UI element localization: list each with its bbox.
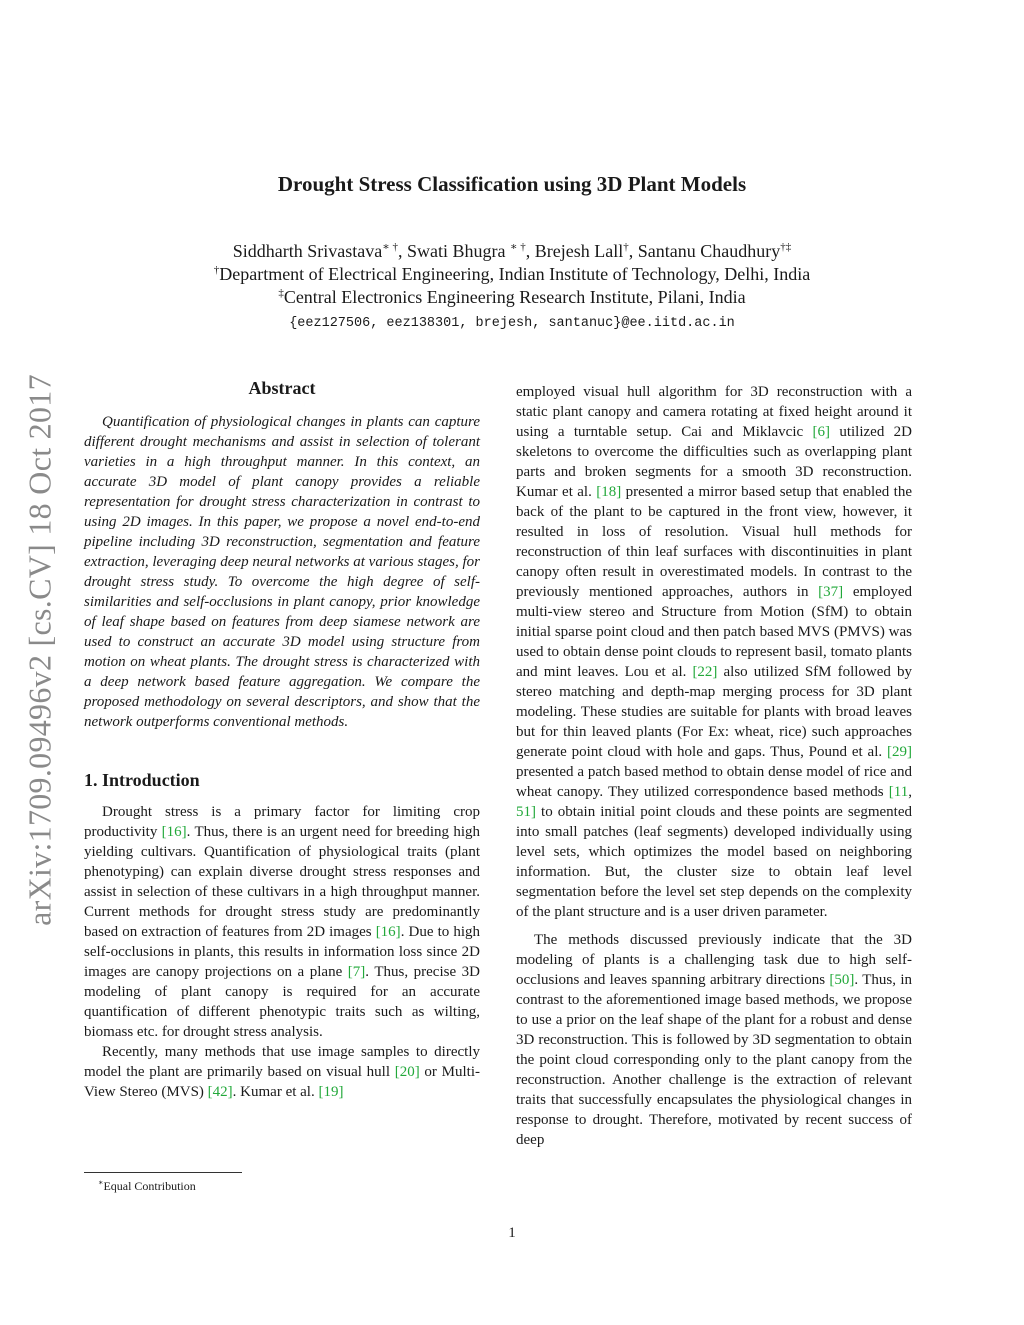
page-number: 1 — [508, 1225, 516, 1241]
citation-link[interactable]: [37] — [818, 584, 844, 600]
footnote-divider — [84, 1172, 242, 1173]
citation-link[interactable]: 51] — [516, 804, 536, 820]
author-emails: {eez127506, eez138301, brejesh, santanuc}@ee.iitd.ac.in — [289, 316, 735, 331]
right-paragraph-1: employed visual hull algorithm for 3D reconstruction with a static plant canopy and camera rotating at fixed height around it using a turntable setup. Cai and Miklavcic [6] utilized 2D skeletons to overcome the difficulties such as overlapping plant parts and broken segments for a smooth 3D reconstruction. Kumar et al. [18] presented a mirror based setup that enabled the back of the plant to be captured in the front view, however, it resulted in loss of resolution. Visual hull methods for reconstruction of thin leaf surfaces with discontinuities in plant canopy often result in overestimated models. In contrast to the previously mentioned approaches, authors in [37] employed multi-view stereo and Structure from Motion (SfM) to obtain initial sparse point cloud and then patch based MVS (PMVS) was used to obtain dense point clouds to represent basil, tomato plants and mint leaves. Lou et al. [22] also utilized SfM followed by stereo matching and depth-map merging process for 3D plant modeling. These studies are suitable for plants with broad leaves but for thin leaved plants (For Ex: wheat, rice) such approaches generate point cloud with hole and gaps. Thus, Pound et al. [29] presented a patch based method to obtain dense model of rice and wheat canopy. They utilized correspondence based methods [11, 51] to obtain initial point clouds and these points are segmented into small patches (leaf segments) developed individually using level sets, which optimizes the model based on neighboring information. But, the cluster size to obtain leaf level segmentation before the level set step depends on the complexity of the plant structure and is a user driven parameter. — [516, 384, 912, 920]
citation-link[interactable]: [18] — [596, 484, 622, 500]
citation-link[interactable]: [29] — [887, 744, 912, 760]
citation-link[interactable]: [16] — [161, 824, 187, 840]
citation-link[interactable]: [16] — [375, 924, 401, 940]
affiliation-ceeri: ‡Central Electronics Engineering Research Institute, Pilani, India — [278, 287, 746, 307]
citation-link[interactable]: [20] — [394, 1064, 420, 1080]
intro-paragraph-1: Drought stress is a primary factor for limiting crop productivity [16]. Thus, there is an urgent need for breeding high yielding cultivars. Quantification of physiological traits (plant phenotyping) can explain diverse drought stress responses and assist in selection of these cultivars in a high throughput manner. Current methods for drought stress study are predominantly based on extraction of features from 2D images [16]. Due to high self-occlusions in plants, this results in information loss since 2D images are canopy projections on a plane [7]. Thus, precise 3D modeling of plant canopy is required for an accurate quantification of different phenotypic traits such as wilting, biomass etc. for drought stress analysis. — [84, 804, 480, 1040]
left-column — [84, 378, 480, 1102]
paper-title: Drought Stress Classification using 3D Plant Models — [277, 172, 747, 196]
citation-link[interactable]: [7] — [347, 964, 366, 980]
citation-link[interactable]: [50] — [829, 972, 855, 988]
citation-link[interactable]: [6] — [812, 424, 830, 440]
abstract-heading: Abstract — [248, 378, 316, 398]
citation-link[interactable]: [22] — [692, 664, 718, 680]
author-names: Siddharth Srivastava∗ †, Swati Bhugra ∗ †, Brejesh Lall†, Santanu Chaudhury†‡ — [232, 241, 792, 261]
right-column — [516, 382, 912, 1150]
citation-link[interactable]: [42] — [207, 1084, 233, 1100]
arxiv-stamp: arXiv:1709.09496v2 [cs.CV] 18 Oct 2017 — [21, 374, 58, 926]
author-block — [0, 240, 1024, 309]
affiliation-iit-delhi: †Department of Electrical Engineering, Indian Institute of Technology, Delhi, India — [213, 264, 811, 284]
abstract-text: Quantification of physiological changes in plants can capture different drought mechanisms and assist in selection of tolerant varieties in a high throughput manner. In this context, an accurate 3D model of plant canopy provides a reliable representation for drought stress characterization in contrast to using 2D images. In this paper, we propose a novel end-to-end pipeline including 3D reconstruction, segmentation and feature extraction, leveraging deep neural networks at various stages, for drought stress study. To overcome the high degree of self-similarities and self-occlusions in plant canopy, prior knowledge of leaf shape based on features from deep siamese network are used to construct an accurate 3D model using structure from motion on wheat plants. The drought stress is characterized with a deep network based feature aggregation. We compare the proposed methodology on several descriptors, and show that the network outperforms conventional methods. — [84, 414, 480, 730]
intro-paragraph-2: Recently, many methods that use image samples to directly model the plant are primarily based on visual hull [20] or Multi-View Stereo (MVS) [42]. Kumar et al. [19] — [84, 1044, 480, 1100]
citation-link[interactable]: [11 — [888, 784, 909, 800]
section-heading-introduction: 1. Introduction — [84, 770, 200, 790]
footnote-equal-contribution: ∗Equal Contribution — [98, 1178, 196, 1193]
right-paragraph-2: The methods discussed previously indicate that the 3D modeling of plants is a challenging task due to high self-occlusions and leaves spanning arbitrary directions [50]. Thus, in contrast to the aforementioned image based methods, we propose to use a prior on the leaf shape of the plant for a robust and dense 3D reconstruction. This is followed by 3D segmentation to obtain the point cloud corresponding only to the plant canopy from the reconstruction. Another challenge is the extraction of relevant traits that successfully encapsulates the physiological changes in response to drought. Therefore, motivated by recent success of deep — [516, 932, 912, 1148]
citation-link[interactable]: [19] — [318, 1084, 344, 1100]
